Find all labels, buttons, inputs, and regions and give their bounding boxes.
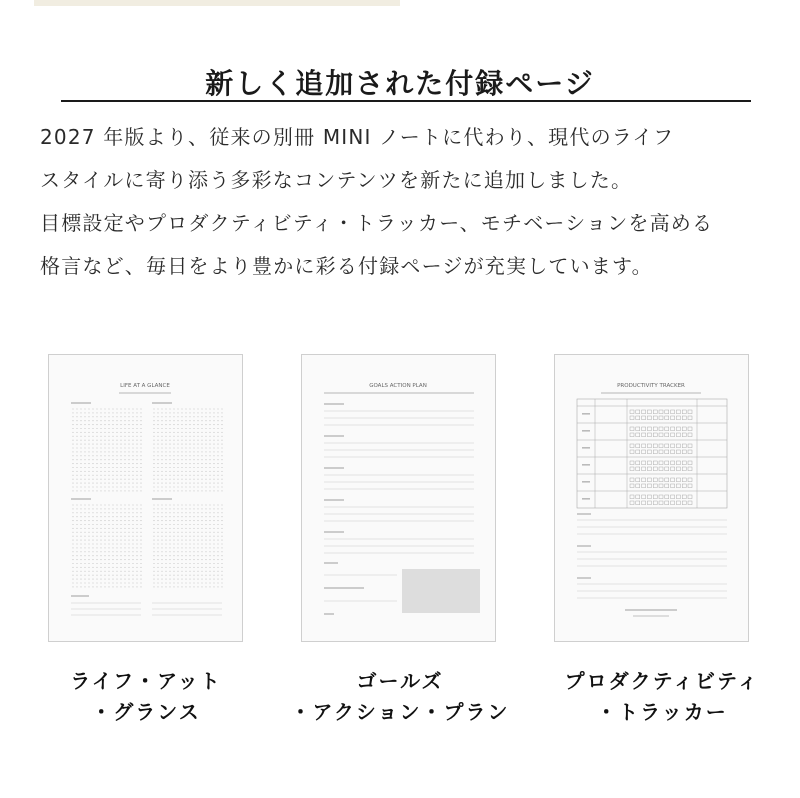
page-title: PRODUCTIVITY TRACKER (617, 383, 685, 389)
caption-line: ・トラッカー (596, 700, 728, 724)
caption-line: ゴールズ (356, 669, 444, 693)
intro-line: 2027 年版より、従来の別冊 MINI ノートに代わり、現代のライフ (40, 125, 675, 149)
life-at-a-glance-sheet (49, 355, 242, 641)
goals-action-plan-sheet (302, 355, 495, 641)
intro-line: 目標設定やプロダクティビティ・トラッカー、モチベーションを高める (40, 211, 714, 235)
section-heading: 新しく追加された付録ページ (205, 67, 595, 100)
goals-action-plan-page-preview (301, 354, 496, 642)
caption-line: ・アクション・プラン (290, 700, 510, 724)
page-title: LIFE AT A GLANCE (120, 383, 170, 389)
intro-line: スタイルに寄り添う多彩なコンテンツを新たに追加しました。 (40, 168, 633, 192)
caption-life-at-a-glance (16, 666, 276, 728)
productivity-tracker-page-preview (554, 354, 749, 642)
top-decor-bar (34, 0, 400, 6)
heading-underline (61, 100, 751, 102)
dot-grids (72, 408, 222, 587)
life-at-a-glance-page-preview (48, 354, 243, 642)
intro-text (40, 116, 770, 288)
shaded-box (402, 569, 480, 613)
writing-lines (577, 513, 727, 598)
caption-line: ・グランス (91, 700, 201, 724)
caption-productivity-tracker (532, 666, 792, 728)
caption-line: ライフ・アット (70, 669, 222, 693)
tracker-table (577, 399, 727, 508)
productivity-tracker-sheet (555, 355, 748, 641)
caption-line: プロダクティビティ (564, 669, 760, 693)
intro-line: 格言など、毎日をより豊かに彩る付録ページが充実しています。 (40, 254, 653, 278)
caption-goals-action-plan (270, 666, 530, 728)
page-title: GOALS ACTION PLAN (369, 383, 427, 389)
writing-lines (324, 403, 474, 553)
